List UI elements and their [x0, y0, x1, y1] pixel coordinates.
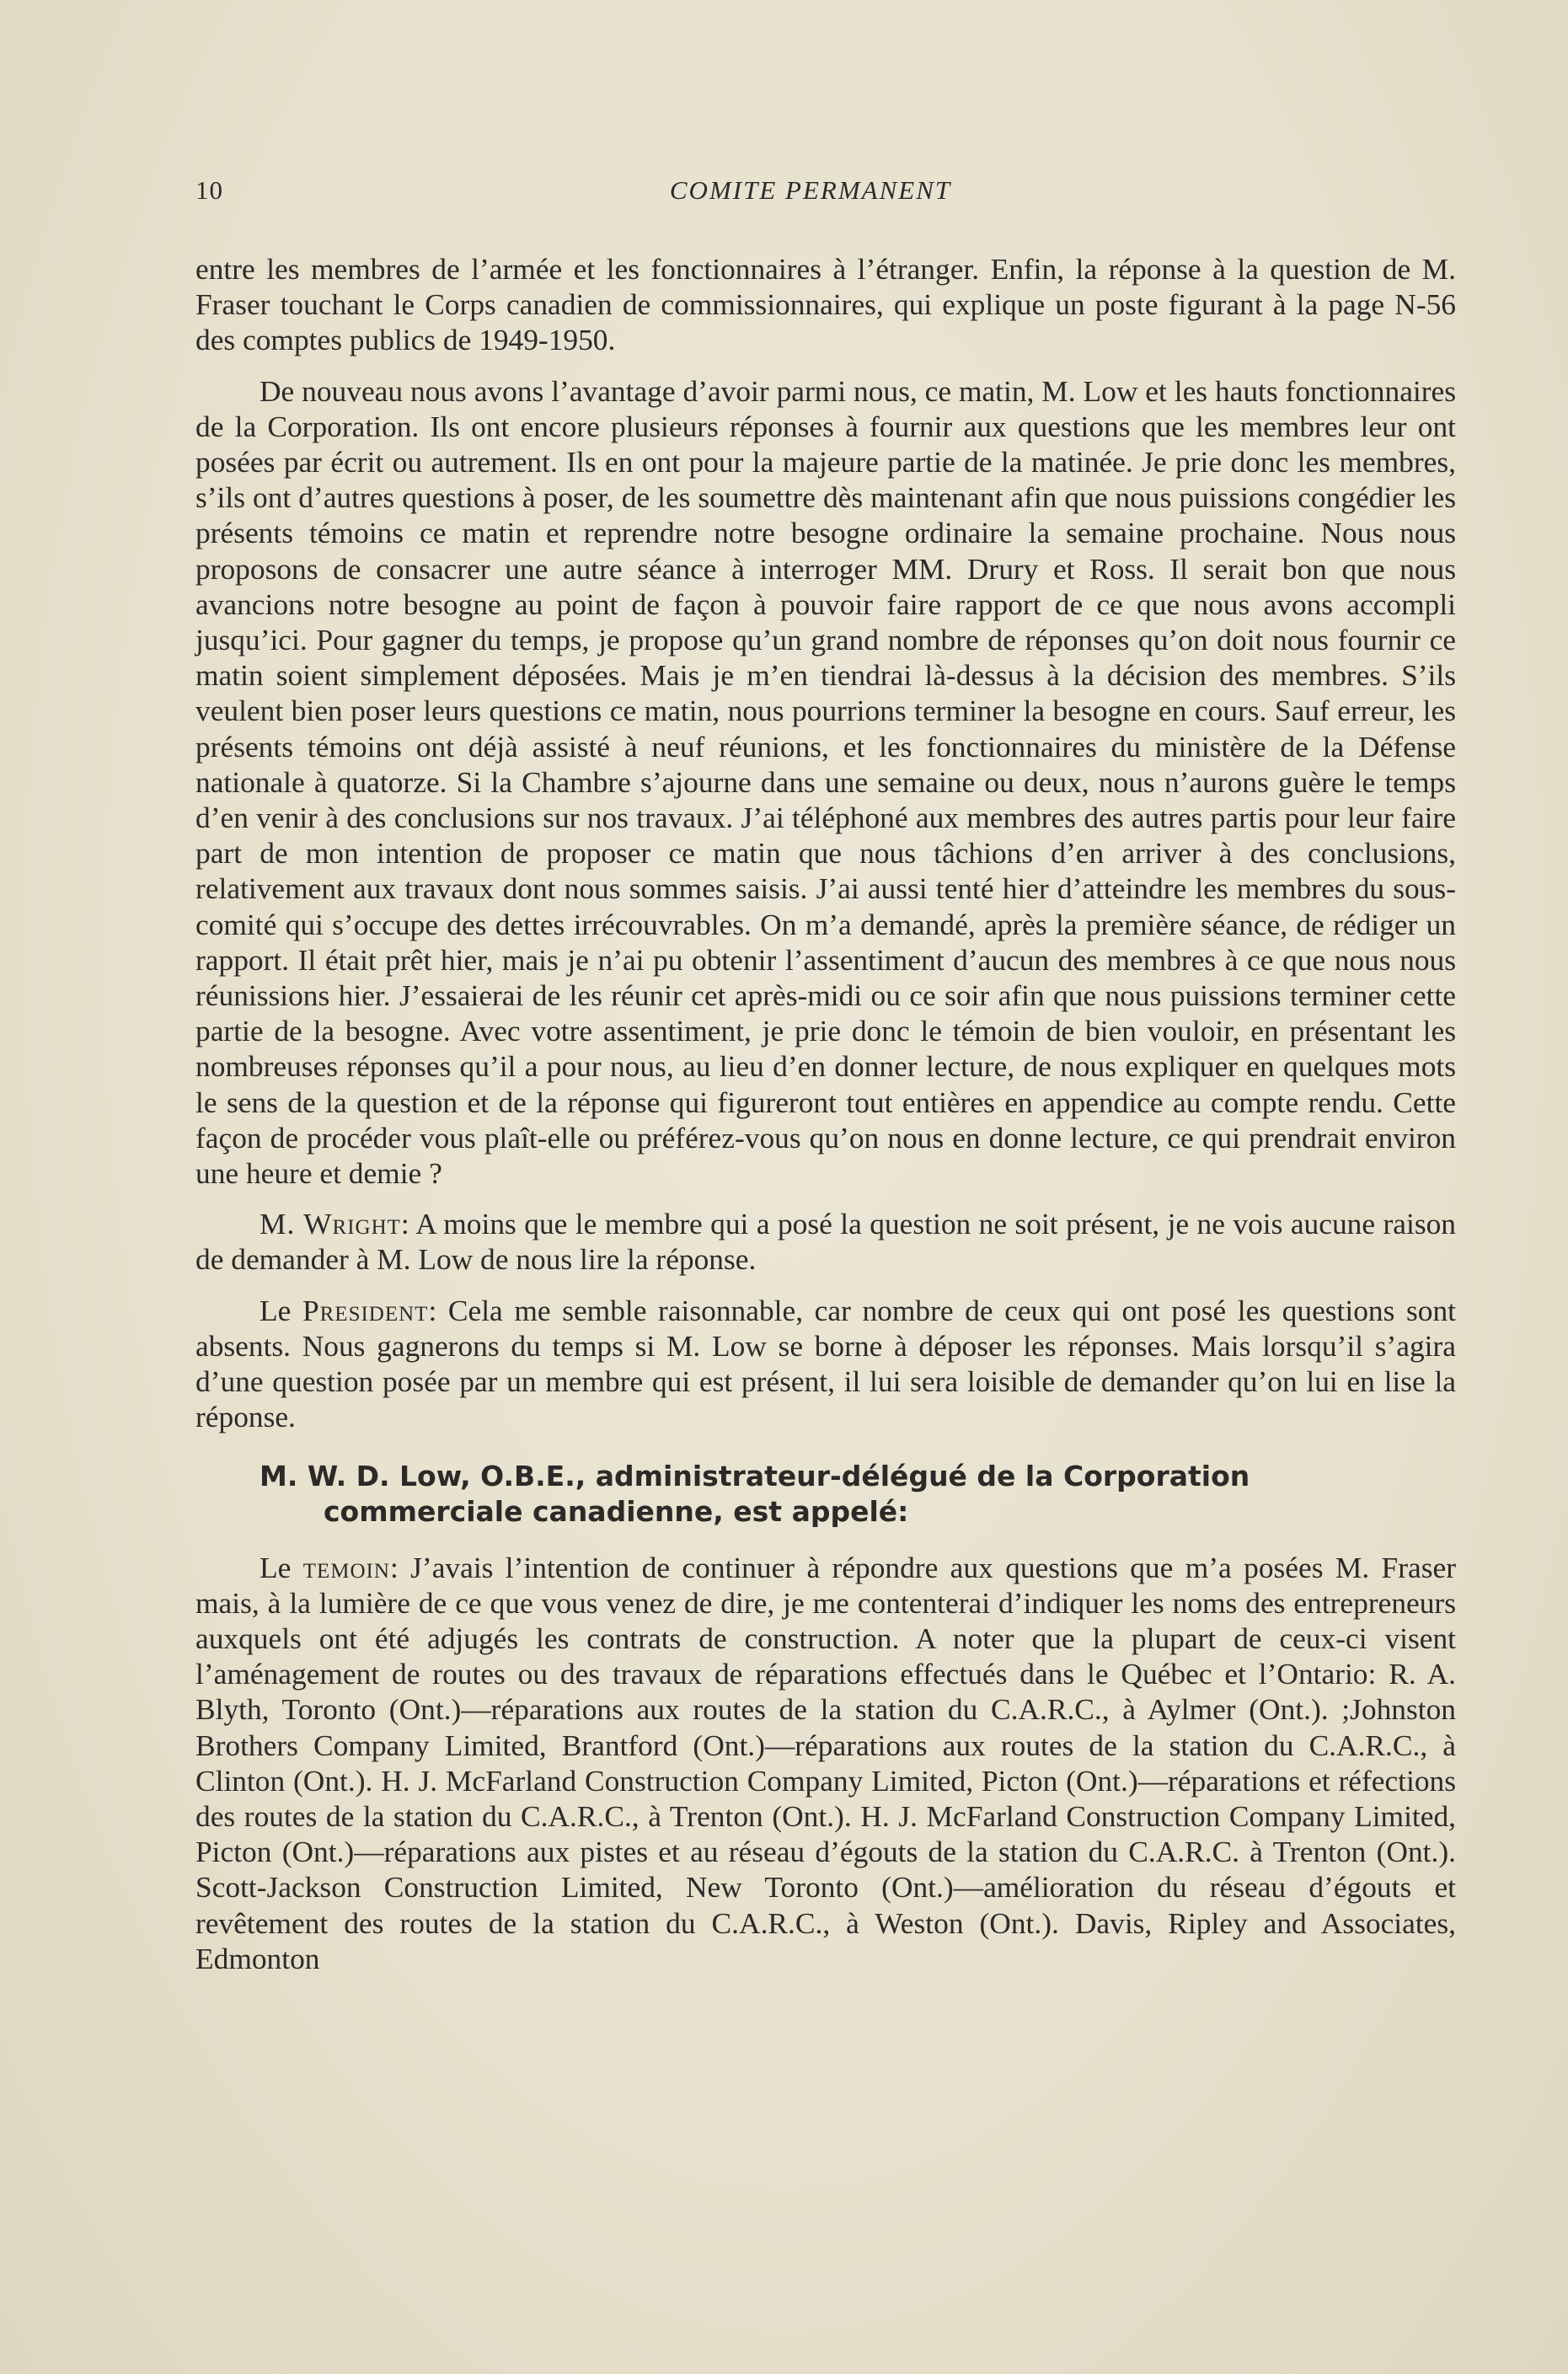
- paragraph-president-reply: [195, 1293, 1456, 1435]
- page-number: 10: [195, 175, 223, 205]
- witness-heading: [260, 1459, 1456, 1530]
- paragraph-wright: [195, 1206, 1456, 1277]
- speaker-prefix: Le: [260, 1550, 303, 1584]
- speech-text: : J’avais l’intention de continuer à répondre aux questions que m’a posées M. Fraser mais, à la lumière de ce que vous venez de dire, je me contenterai d’indiquer les noms des entrepreneurs auxquels ont été adjugés les contrats de construction. A noter que la plupart de ceux-ci visent l’aménagement de routes ou des travaux de réparations effectués dans le Québec et l’Ontario: R. A. Blyth, Toronto (Ont.)—réparations aux routes de la station du C.A.R.C., à Aylmer (Ont.). ;Johnston Brothers Company Limited, Brantford (Ont.)—réparations aux routes de la station du C.A.R.C., à Clinton (Ont.). H. J. McFarland Construction Company Limited, Picton (Ont.)—réparations et réfections des routes de la station du C.A.R.C., à Trenton (Ont.). H. J. McFarland Construction Company Limited, Picton (Ont.)—réparations aux pistes et au réseau d’égouts de la station du C.A.R.C. à Trenton (Ont.). Scott-Jackson Construction Limited, New Toronto (Ont.)—amélioration du réseau d’égouts et revêtement des routes de la station du C.A.R.C., à Weston (Ont.). Davis, Ripley and Associates, Edmonton: [195, 1550, 1456, 1975]
- speaker-name: President: [302, 1293, 429, 1327]
- witness-heading-line2: commerciale canadienne, est appelé:: [324, 1494, 909, 1528]
- running-title: COMITE PERMANENT: [669, 175, 952, 205]
- speaker-prefix: Le: [260, 1293, 302, 1327]
- paragraph-president-statement: De nouveau nous avons l’avantage d’avoir parmi nous, ce matin, M. Low et les hauts fonctionnaires de la Corporation. Ils ont encore plusieurs réponses à fournir aux questions que les membres leur ont posées par écrit ou autrement. Ils en ont pour la majeure partie de la matinée. Je prie donc les membres, s’ils ont d’autres questions à poser, de les soumettre dès maintenant afin que nous puissions congédier les présents témoins ce matin et reprendre notre besogne ordinaire la semaine prochaine. Nous nous proposons de consacrer une autre séance à interroger MM. Drury et Ross. Il serait bon que nous avancions notre besogne au point de façon à pouvoir faire rapport de ce que nous avons accompli jusqu’ici. Pour gagner du temps, je propose qu’un grand nombre de réponses qu’on doit nous fournir ce matin soient simplement déposées. Mais je m’en tiendrai là-dessus à la décision des membres. S’ils veulent bien poser leurs questions ce matin, nous pourrions terminer la besogne en cours. Sauf erreur, les présents témoins ont déjà assisté à neuf réunions, et les fonctionnaires du ministère de la Défense nationale à quatorze. Si la Chambre s’ajourne dans une semaine ou deux, nous n’aurons guère le temps d’en venir à des conclusions sur nos travaux. J’ai téléphoné aux membres des autres partis pour leur faire part de mon intention de proposer ce matin que nous tâchions d’en arriver à des conclusions, relativement aux travaux dont nous sommes saisis. J’ai aussi tenté hier d’atteindre les membres du sous-comité qui s’occupe des dettes irrécouvrables. On m’a demandé, après la première séance, de rédiger un rapport. Il était prêt hier, mais je n’ai pu obtenir l’assentiment d’aucun des membres à ce que nous nous réunissions hier. J’essaierai de les réunir cet après-midi ou ce soir afin que nous puissions terminer cette partie de la besogne. Avec votre assentiment, je prie donc le témoin de bien vouloir, en présentant les nombreuses réponses qu’il a pour nous, au lieu d’en donner lecture, de nous expliquer en quelques mots le sens de la question et de la réponse qui figureront tout entières en appendice au compte rendu. Cette façon de procéder vous plaît-elle ou préférez-vous qu’on nous en donne lecture, ce qui prendrait environ une heure et demie ?: [195, 373, 1456, 1191]
- speaker-name: temoin: [302, 1550, 390, 1584]
- paragraph-witness: [195, 1550, 1456, 1976]
- page-header: [195, 175, 1426, 212]
- body-text: [195, 251, 1456, 1991]
- speaker-name: M. Wright: [260, 1207, 401, 1241]
- witness-heading-line1: M. W. D. Low, O.B.E., administrateur-délégué de la Corporation: [260, 1459, 1250, 1492]
- speech-text: : Cela me semble raisonnable, car nombre de ceux qui ont posé les questions sont absents. Nous gagnerons du temps si M. Low se borne à déposer les réponses. Mais lorsqu’il s’agira d’une question posée par un membre qui est présent, il lui sera loisible de demander qu’on lui en lise la réponse.: [195, 1293, 1456, 1434]
- speech-text: : A moins que le membre qui a posé la question ne soit présent, je ne vois aucune raison de demander à M. Low de nous lire la réponse.: [195, 1207, 1456, 1277]
- paragraph-continuation: entre les membres de l’armée et les fonctionnaires à l’étranger. Enfin, la réponse à la question de M. Fraser touchant le Corps canadien de commissionnaires, qui explique un poste figurant à la page N-56 des comptes publics de 1949-1950.: [195, 252, 1456, 357]
